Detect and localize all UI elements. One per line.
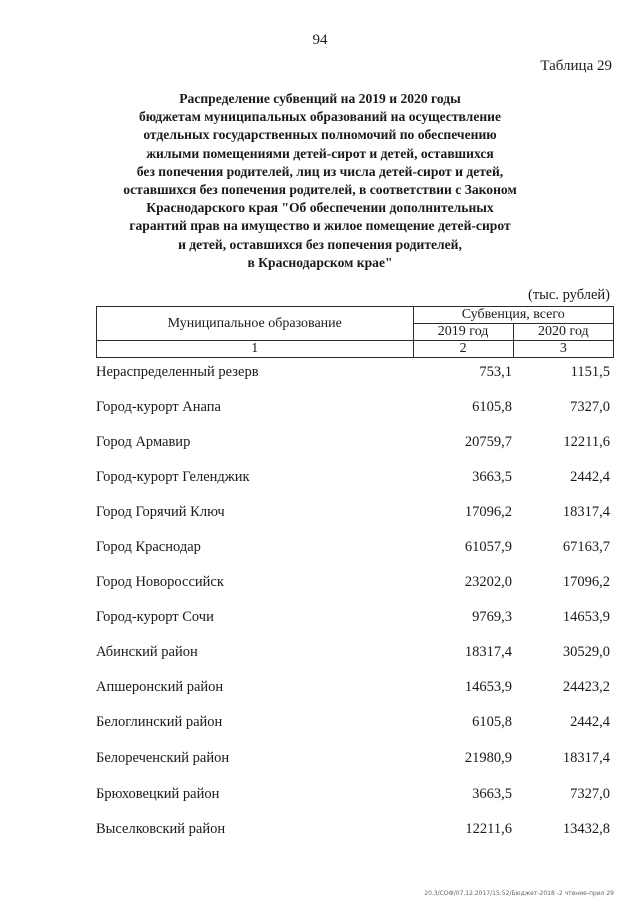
value-2020: 14653,9	[562, 609, 610, 625]
table-row	[0, 364, 640, 384]
table-row	[0, 714, 640, 734]
table-row	[0, 504, 640, 524]
title-line: без попечения родителей, лиц из числа детей-сирот и детей,	[136, 163, 504, 179]
value-2019: 753,1	[479, 364, 512, 380]
units-label: (тыс. рублей)	[528, 287, 610, 303]
column-number-3: 3	[513, 341, 613, 358]
title-line: отдельных государственных полномочий по обеспечению	[143, 127, 497, 143]
title-line: гарантий прав на имущество и жилое помещение детей-сирот	[129, 218, 511, 234]
value-2019: 20759,7	[464, 434, 512, 450]
value-2020: 30529,0	[562, 644, 610, 660]
municipality-name: Брюховецкий район	[96, 786, 220, 802]
title-line: в Краснодарском крае"	[247, 254, 393, 270]
municipality-name: Город Краснодар	[96, 539, 201, 555]
municipality-name: Город Новороссийск	[96, 574, 224, 590]
header-2020: 2020 год	[513, 324, 613, 341]
municipality-name: Город-курорт Сочи	[96, 609, 214, 625]
value-2019: 23202,0	[464, 574, 512, 590]
value-2019: 18317,4	[464, 644, 512, 660]
municipality-name: Абинский район	[96, 644, 198, 660]
footer-stamp: 20.3/СОФ/07.12.2017/15:52/Бюджет-2018 -2 чтение-прил 29	[424, 890, 614, 897]
value-2020: 2442,4	[570, 469, 610, 485]
title-line: бюджетам муниципальных образований на осуществление	[138, 109, 502, 125]
value-2020: 7327,0	[570, 399, 610, 415]
value-2020: 7327,0	[570, 786, 610, 802]
value-2020: 17096,2	[562, 574, 610, 590]
municipality-name: Город-курорт Анапа	[96, 399, 221, 415]
table-row	[0, 434, 640, 454]
value-2019: 12211,6	[465, 821, 512, 837]
municipality-name: Нераспределенный резерв	[96, 364, 259, 380]
column-number-1: 1	[97, 341, 414, 358]
value-2020: 2442,4	[570, 714, 610, 730]
title-line: оставшихся без попечения родителей, в соответствии с Законом	[123, 182, 517, 198]
value-2019: 9769,3	[472, 609, 512, 625]
value-2019: 6105,8	[472, 714, 512, 730]
value-2019: 3663,5	[472, 786, 512, 802]
table-row	[0, 399, 640, 419]
title-line: Краснодарского края "Об обеспечении дополнительных	[146, 200, 494, 216]
value-2020: 24423,2	[562, 679, 610, 695]
header-municipality: Муниципальное образование	[97, 307, 414, 341]
table-row	[0, 469, 640, 489]
municipality-name: Белоглинский район	[96, 714, 223, 730]
value-2019: 17096,2	[464, 504, 512, 520]
table-row	[0, 821, 640, 841]
value-2020: 18317,4	[562, 504, 610, 520]
value-2019: 14653,9	[464, 679, 512, 695]
municipality-name: Город Горячий Ключ	[96, 504, 225, 520]
municipality-name: Апшеронский район	[96, 679, 224, 695]
value-2019: 21980,9	[464, 750, 512, 766]
municipality-name: Город Армавир	[96, 434, 191, 450]
value-2020: 18317,4	[562, 750, 610, 766]
table-row	[0, 679, 640, 699]
value-2020: 12211,6	[563, 434, 610, 450]
table-label: Таблица 29	[540, 58, 612, 74]
municipality-name: Белореченский район	[96, 750, 230, 766]
table-row	[0, 574, 640, 594]
header-2019: 2019 год	[413, 324, 513, 341]
header-subvention: Субвенция, всего	[413, 307, 614, 324]
table-row	[0, 609, 640, 629]
table-row	[0, 644, 640, 664]
value-2020: 1151,5	[570, 364, 610, 380]
table-row	[0, 539, 640, 559]
title-line: Распределение субвенций на 2019 и 2020 годы	[179, 91, 461, 106]
table-row	[0, 750, 640, 770]
table-row	[0, 786, 640, 806]
page-number: 94	[312, 32, 328, 48]
title-line: жилыми помещениями детей-сирот и детей, оставшихся	[146, 145, 494, 161]
value-2020: 13432,8	[562, 821, 610, 837]
value-2019: 3663,5	[472, 469, 512, 485]
value-2020: 67163,7	[562, 539, 610, 555]
municipality-name: Город-курорт Геленджик	[96, 469, 250, 485]
column-number-2: 2	[413, 341, 513, 358]
municipality-name: Выселковский район	[96, 821, 226, 837]
value-2019: 61057,9	[464, 539, 512, 555]
value-2019: 6105,8	[472, 399, 512, 415]
title-line: и детей, оставшихся без попечения родителей,	[178, 236, 462, 252]
